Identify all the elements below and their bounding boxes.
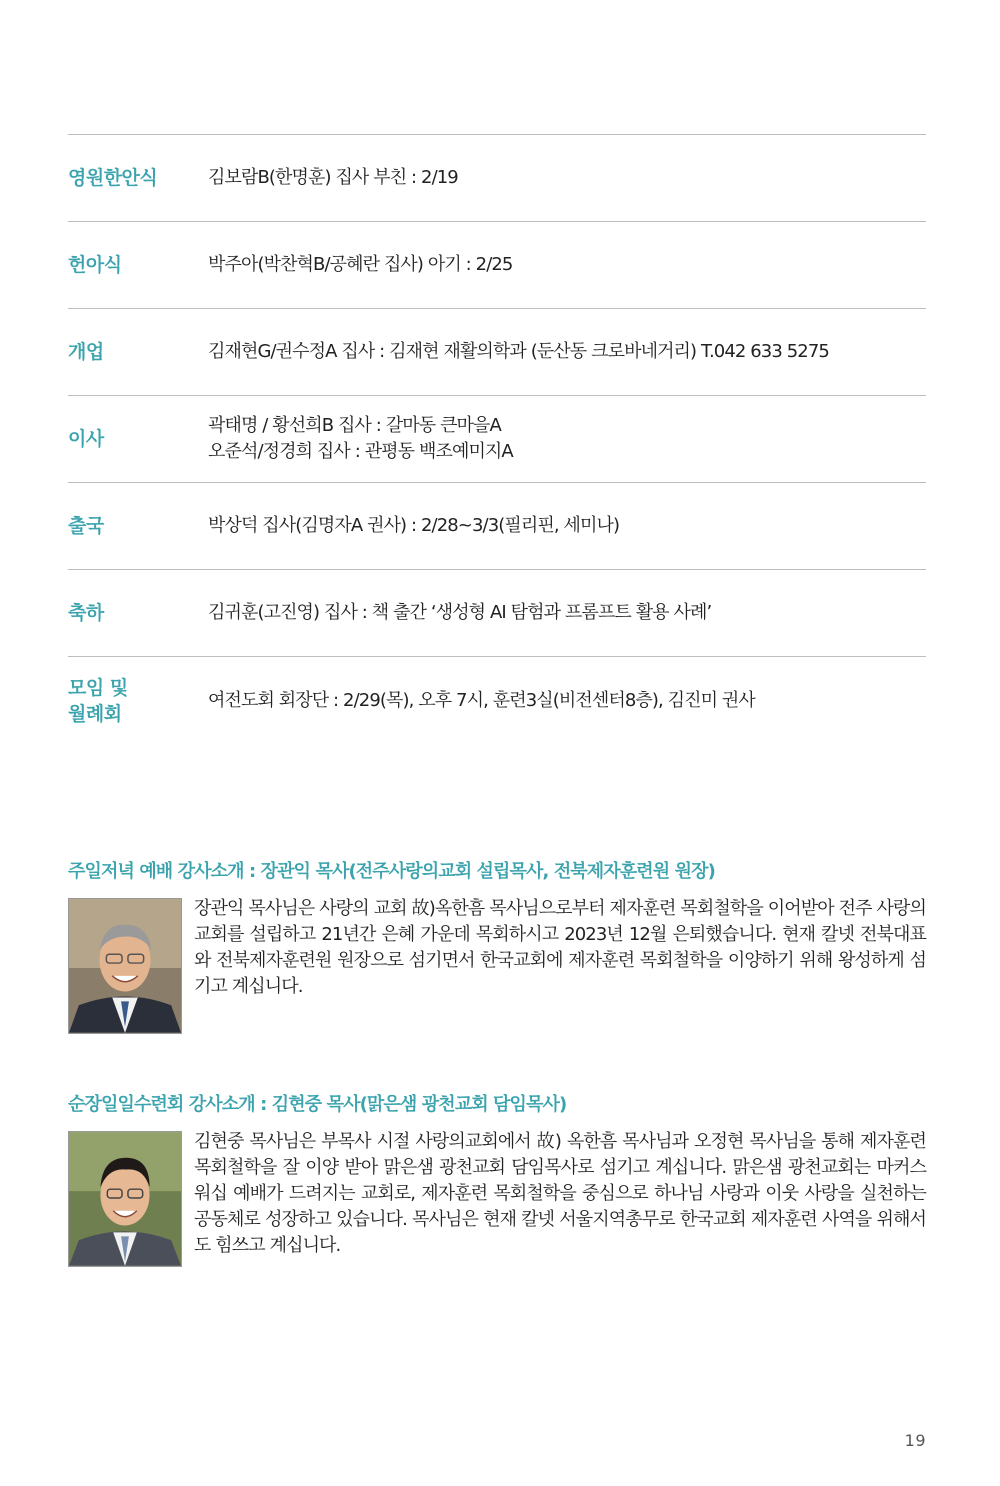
news-label: 출국 bbox=[68, 515, 104, 537]
speaker-photo bbox=[68, 1131, 182, 1267]
news-label: 영원한안식 bbox=[68, 167, 158, 189]
news-row-meeting bbox=[68, 657, 926, 744]
news-row-dedication bbox=[68, 222, 926, 309]
news-content: 김재현G/권수정A 집사 : 김재현 재활의학과 (둔산동 크로바네거리) T.042 633 5275 bbox=[208, 341, 829, 362]
news-label: 헌아식 bbox=[68, 254, 122, 276]
speaker-photo bbox=[68, 898, 182, 1034]
news-content: 김보람B(한명훈) 집사 부친 : 2/19 bbox=[208, 167, 458, 188]
speaker-portrait-illustration bbox=[69, 899, 181, 1033]
speaker-body bbox=[68, 896, 926, 1034]
speaker-bio: 장관익 목사님은 사랑의 교회 故)옥한흠 목사님으로부터 제자훈련 목회철학을 이어받아 전주 사랑의 교회를 설립하고 21년간 은혜 가운데 목회하시고 2023년 12월 은퇴했습니다. 현재 칼넷 전북대표와 전북제자훈련원 원장으로 섬기면서 한국교회에 제자훈련 목회철학을 이양하기 위해 왕성하게 섬기고 계십니다. bbox=[194, 898, 926, 997]
news-content: 여전도회 회장단 : 2/29(목), 오후 7시, 훈련3실(비전센터8층), 김진미 권사 bbox=[208, 689, 755, 711]
news-label: 모임 및 월례회 bbox=[68, 676, 128, 725]
page-number: 19 bbox=[904, 1431, 926, 1450]
news-row-celebration bbox=[68, 570, 926, 657]
news-content: 김귀훈(고진영) 집사 : 책 출간 ‘생성형 AI 탐험과 프롬프트 활용 사례’ bbox=[208, 602, 712, 623]
news-row-opening bbox=[68, 309, 926, 396]
speaker-bio: 김현중 목사님은 부목사 시절 사랑의교회에서 故) 옥한흠 목사님과 오정현 목사님을 통해 제자훈련 목회철학을 잘 이양 받아 맑은샘 광천교회 담임목사로 섬기고 계십니다. 맑은샘 광천교회는 마커스 워십 예배가 드려지는 교회로, 제자훈련 목회철학을 중심으로 하나님 사랑과 이웃 사랑을 실천하는 공동체로 성장하고 있습니다. 목사님은 현재 칼넷 서울지역총무로 한국교회 제자훈련 사역을 위해서도 힘쓰고 계십니다. bbox=[194, 1131, 926, 1256]
news-label: 축하 bbox=[68, 602, 104, 624]
speaker-title: 주일저녁 예배 강사소개 : 장관익 목사(전주사랑의교회 설립목사, 전북제자훈련원 원장) bbox=[68, 861, 715, 882]
news-row-departure bbox=[68, 483, 926, 570]
news-content: 박상덕 집사(김명자A 권사) : 2/28~3/3(필리핀, 세미나) bbox=[208, 515, 620, 536]
news-content: 곽태명 / 황선희B 집사 : 갈마동 큰마을A 오준석/정경희 집사 : 관평동 백조예미지A bbox=[208, 415, 513, 462]
speaker-portrait-illustration bbox=[69, 1132, 181, 1266]
speaker-body bbox=[68, 1129, 926, 1267]
speaker-section-sunday-evening bbox=[68, 860, 926, 1034]
news-label: 이사 bbox=[68, 428, 104, 450]
news-row-moving bbox=[68, 396, 926, 483]
speaker-section-leaders-retreat bbox=[68, 1093, 926, 1267]
news-content: 박주아(박찬혁B/공혜란 집사) 아기 : 2/25 bbox=[208, 254, 513, 275]
news-label: 개업 bbox=[68, 341, 104, 363]
news-row-funeral bbox=[68, 135, 926, 222]
speaker-title: 순장일일수련회 강사소개 : 김현중 목사(맑은샘 광천교회 담임목사) bbox=[68, 1094, 567, 1115]
news-table bbox=[68, 134, 926, 744]
